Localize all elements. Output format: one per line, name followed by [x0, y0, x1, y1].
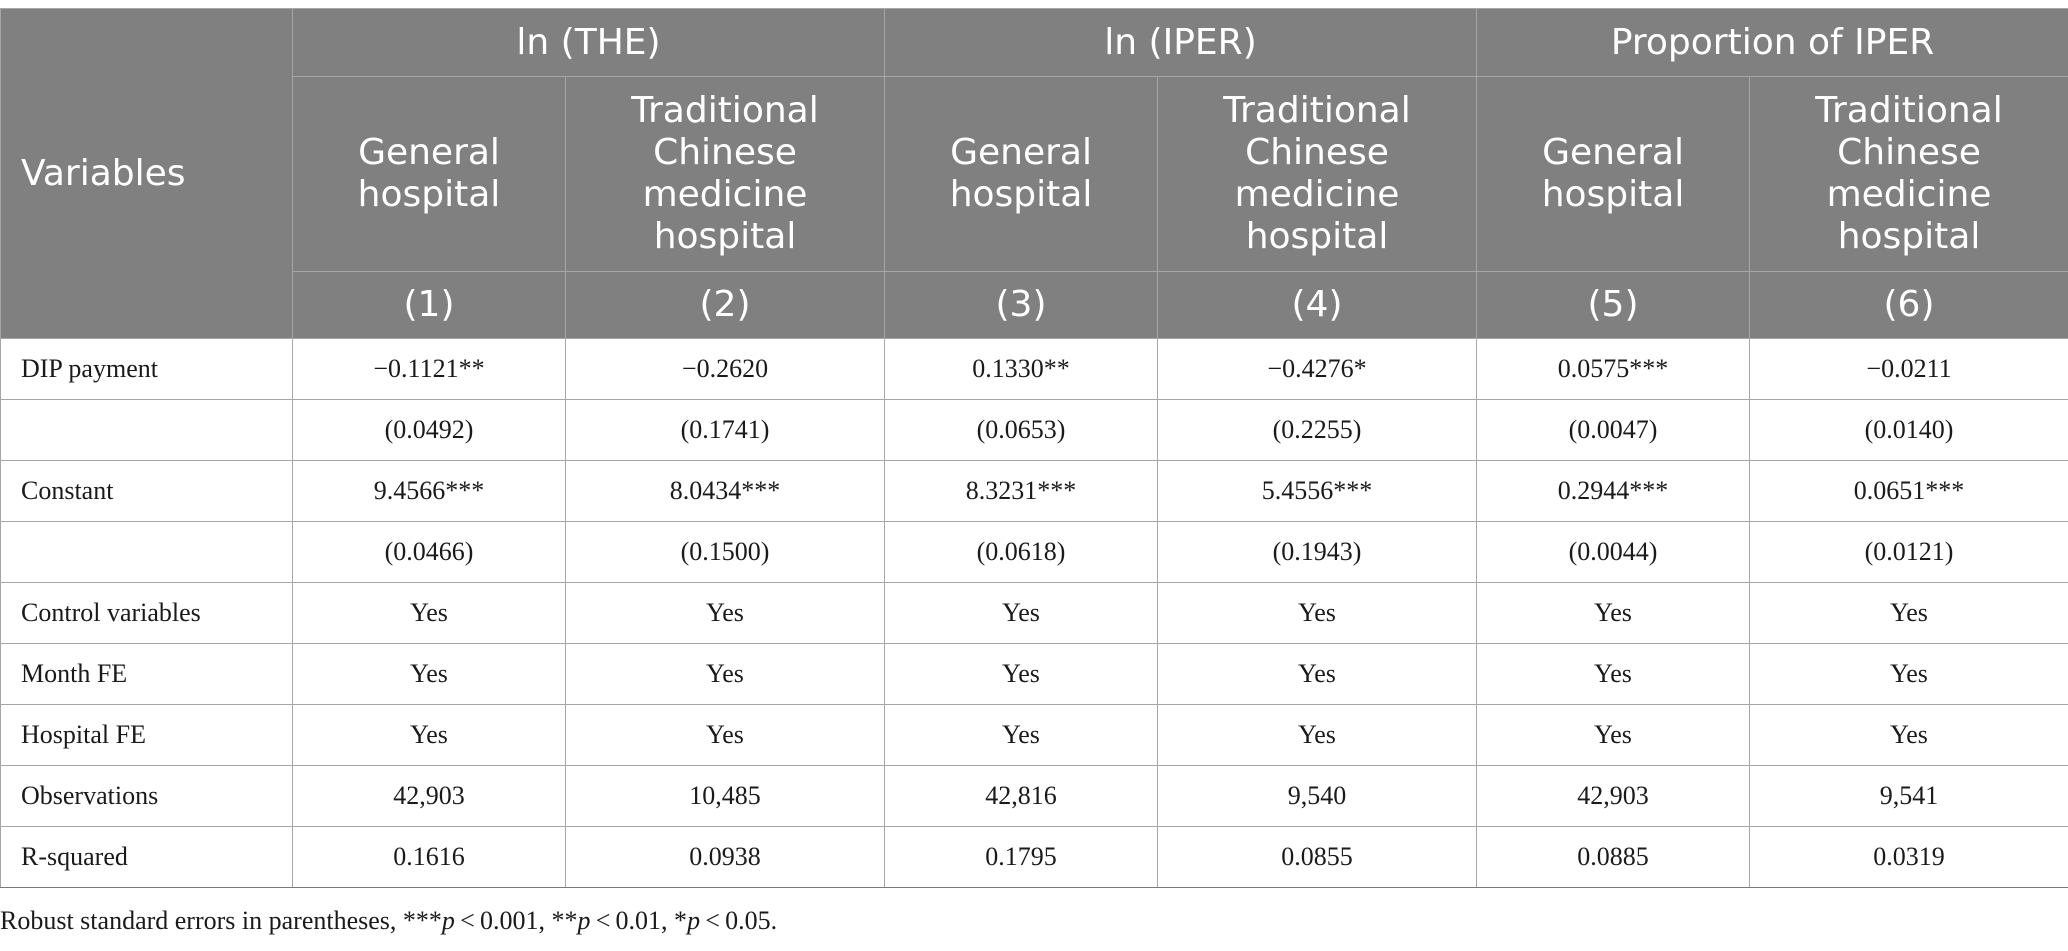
- table-cell: 8.3231***: [885, 461, 1158, 522]
- row-label: Observations: [1, 766, 293, 827]
- table-cell: 8.0434***: [566, 461, 885, 522]
- table-cell: Yes: [293, 583, 566, 644]
- table-row: [1, 705, 2068, 766]
- table-cell: Yes: [566, 705, 885, 766]
- table-cell: Yes: [566, 644, 885, 705]
- table-cell: Yes: [885, 644, 1158, 705]
- subgroup-header: Traditional Chinese medicine hospital: [566, 77, 885, 272]
- table-cell: (0.1500): [566, 522, 885, 583]
- header-row-hospital-types: [1, 77, 2068, 272]
- table-cell: 9,540: [1158, 766, 1477, 827]
- table-cell: −0.1121**: [293, 339, 566, 400]
- table-cell: Yes: [293, 644, 566, 705]
- table-cell: (0.0121): [1750, 522, 2068, 583]
- table-cell: Yes: [885, 583, 1158, 644]
- subgroup-header: General hospital: [885, 77, 1158, 272]
- subgroup-header: General hospital: [293, 77, 566, 272]
- table-row: [1, 400, 2068, 461]
- table-cell: Yes: [1158, 705, 1477, 766]
- group-header-proportion-iper: Proportion of IPER: [1477, 9, 2068, 77]
- column-number: (2): [566, 272, 885, 339]
- header-row-groups: [1, 9, 2068, 77]
- table-footnote: Robust standard errors in parentheses, ***p < 0.001, **p < 0.01, *p < 0.05.: [0, 906, 778, 935]
- table-cell: 0.0885: [1477, 827, 1750, 888]
- table-cell: (0.1943): [1158, 522, 1477, 583]
- table-cell: (0.0466): [293, 522, 566, 583]
- table-cell: 0.0938: [566, 827, 885, 888]
- table-cell: Yes: [1750, 644, 2068, 705]
- table-cell: 0.0855: [1158, 827, 1477, 888]
- row-label: [1, 400, 293, 461]
- table-cell: 0.0651***: [1750, 461, 2068, 522]
- table-row: [1, 461, 2068, 522]
- table-row: [1, 827, 2068, 888]
- regression-results-table: [0, 8, 2068, 888]
- table-cell: Yes: [566, 583, 885, 644]
- table-cell: 42,903: [1477, 766, 1750, 827]
- table-row: [1, 522, 2068, 583]
- table-cell: 5.4556***: [1158, 461, 1477, 522]
- table-cell: −0.0211: [1750, 339, 2068, 400]
- subgroup-header: Traditional Chinese medicine hospital: [1750, 77, 2068, 272]
- table-cell: Yes: [1158, 583, 1477, 644]
- table-header: [1, 9, 2068, 339]
- table-cell: Yes: [1750, 583, 2068, 644]
- column-number: (5): [1477, 272, 1750, 339]
- table-row: [1, 339, 2068, 400]
- table-cell: 0.1330**: [885, 339, 1158, 400]
- table-cell: −0.4276*: [1158, 339, 1477, 400]
- table-row: [1, 766, 2068, 827]
- table-row: [1, 644, 2068, 705]
- subgroup-header: General hospital: [1477, 77, 1750, 272]
- row-label: DIP payment: [1, 339, 293, 400]
- row-label: [1, 522, 293, 583]
- row-label: Month FE: [1, 644, 293, 705]
- table-cell: 0.1795: [885, 827, 1158, 888]
- column-number: (3): [885, 272, 1158, 339]
- row-label: Hospital FE: [1, 705, 293, 766]
- table-cell: Yes: [1750, 705, 2068, 766]
- table-cell: 0.0575***: [1477, 339, 1750, 400]
- column-number: (6): [1750, 272, 2068, 339]
- table-cell: (0.0140): [1750, 400, 2068, 461]
- table-cell: (0.0492): [293, 400, 566, 461]
- table-cell: Yes: [1477, 644, 1750, 705]
- table-cell: (0.0618): [885, 522, 1158, 583]
- header-row-column-numbers: [1, 272, 2068, 339]
- table-cell: 0.2944***: [1477, 461, 1750, 522]
- subgroup-header: Traditional Chinese medicine hospital: [1158, 77, 1477, 272]
- table-cell: Yes: [1477, 583, 1750, 644]
- table-cell: −0.2620: [566, 339, 885, 400]
- table-row: [1, 583, 2068, 644]
- table-cell: 42,816: [885, 766, 1158, 827]
- table-cell: 42,903: [293, 766, 566, 827]
- table-cell: (0.1741): [566, 400, 885, 461]
- variables-header: Variables: [1, 9, 293, 339]
- table-cell: (0.0044): [1477, 522, 1750, 583]
- table-body: [1, 339, 2068, 888]
- row-label: Constant: [1, 461, 293, 522]
- table-cell: (0.0047): [1477, 400, 1750, 461]
- column-number: (4): [1158, 272, 1477, 339]
- group-header-ln-the: ln (THE): [293, 9, 885, 77]
- table-cell: 9,541: [1750, 766, 2068, 827]
- table-cell: Yes: [885, 705, 1158, 766]
- row-label: Control variables: [1, 583, 293, 644]
- table-cell: Yes: [1158, 644, 1477, 705]
- table-cell: (0.2255): [1158, 400, 1477, 461]
- table-cell: 10,485: [566, 766, 885, 827]
- table-cell: 9.4566***: [293, 461, 566, 522]
- table-cell: Yes: [293, 705, 566, 766]
- table-cell: 0.1616: [293, 827, 566, 888]
- table-cell: 0.0319: [1750, 827, 2068, 888]
- column-number: (1): [293, 272, 566, 339]
- table-cell: (0.0653): [885, 400, 1158, 461]
- row-label: R-squared: [1, 827, 293, 888]
- group-header-ln-iper: ln (IPER): [885, 9, 1477, 77]
- table-cell: Yes: [1477, 705, 1750, 766]
